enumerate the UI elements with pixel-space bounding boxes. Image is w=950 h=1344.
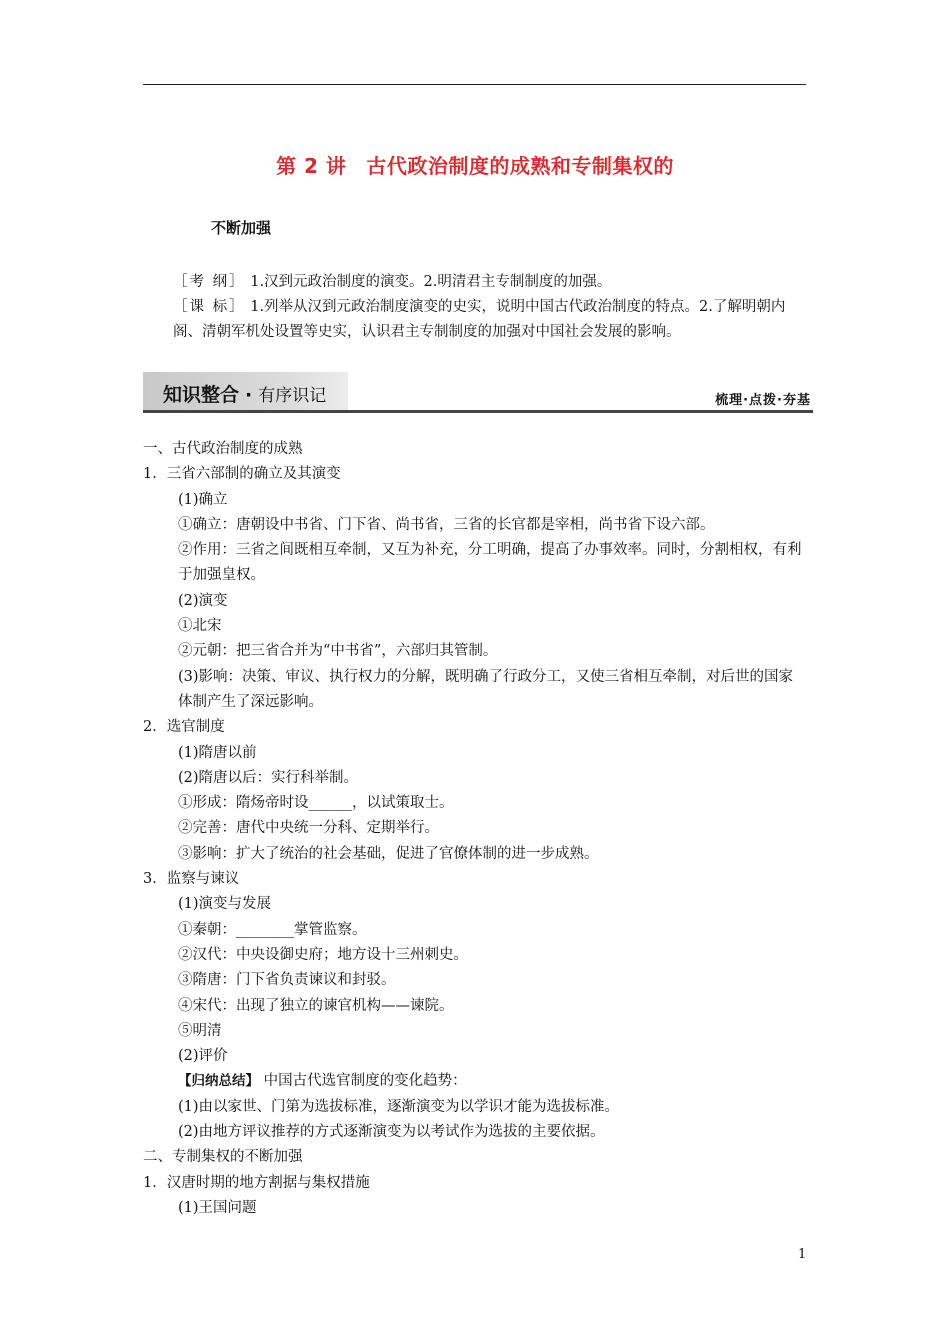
- outline-line: [143, 437, 807, 462]
- outline-line: [143, 766, 807, 791]
- outline-line: [143, 639, 807, 664]
- outline-line-text: ⑤明清: [178, 1022, 222, 1039]
- outline-line: [143, 538, 807, 589]
- outline-body: [143, 437, 807, 1221]
- outline-line-text: (1)演变与发展: [178, 896, 272, 913]
- outline-line: [143, 867, 807, 892]
- kebiao-tag: ［课 标］: [173, 299, 246, 315]
- outline-line-text: 中国古代选官制度的变化趋势：: [259, 1073, 467, 1090]
- outline-line: [143, 842, 807, 867]
- outline-line-text: 一、古代政治制度的成熟: [143, 441, 303, 457]
- section-banner: [143, 372, 813, 416]
- outline-line-text: ②汉代：中央设御史府；地方设十三州刺史。: [178, 946, 468, 963]
- outline-line: [143, 462, 807, 487]
- outline-line: [143, 741, 807, 766]
- outline-line-text: (2)由地方评议推荐的方式逐渐演变为以考试作为选拔的主要依据。: [178, 1124, 605, 1141]
- outline-line-text: ④宋代：出现了独立的谏官机构——谏院。: [178, 997, 454, 1014]
- outline-line-text: (2)评价: [178, 1048, 228, 1065]
- outline-line: [143, 943, 807, 968]
- outline-line: [143, 918, 807, 943]
- outline-line-text: (1)确立: [178, 491, 228, 508]
- banner-right-text: 梳理·点拨·夯基: [715, 393, 811, 408]
- banner-dot: ·: [245, 384, 253, 406]
- outline-line: [143, 816, 807, 841]
- lesson-subtitle: 不断加强: [211, 219, 272, 237]
- banner-main-text: 知识整合: [163, 384, 240, 406]
- outline-line: [143, 1120, 807, 1145]
- outline-line: [143, 1196, 807, 1221]
- outline-line-text: (1)隋唐以前: [178, 744, 257, 761]
- outline-line-text: ②元朝：把三省合并为“中书省”，六部归其管制。: [178, 643, 498, 660]
- lesson-title: [0, 150, 950, 179]
- outline-line: [143, 994, 807, 1019]
- banner-rule: [143, 410, 813, 413]
- outline-line-text: (1)由以家世、门第为选拔标准，逐渐演变为以学识才能为选拔标准。: [178, 1098, 620, 1115]
- kebiao-line: [143, 295, 807, 345]
- outline-line: [143, 665, 807, 716]
- outline-line: [143, 1069, 807, 1094]
- header-rule: [143, 84, 806, 85]
- outline-line-text: ①形成：隋炀帝时设______，以试策取士。: [178, 795, 454, 812]
- outline-line-text: (2)演变: [178, 592, 228, 609]
- outline-line-text: ①确立：唐朝设中书省、门下省、尚书省，三省的长官都是宰相，尚书省下设六部。: [178, 516, 715, 533]
- outline-line-text: (1)王国问题: [178, 1199, 257, 1216]
- intro-section: [143, 270, 807, 345]
- banner-heading: [163, 380, 326, 407]
- outline-line-text: 1．三省六部制的确立及其演变: [143, 466, 341, 483]
- outline-line: [143, 892, 807, 917]
- outline-line: [143, 791, 807, 816]
- outline-line-text: ③影响：扩大了统治的社会基础，促进了官僚体制的进一步成熟。: [178, 845, 599, 862]
- outline-line-text: ③隋唐：门下省负责谏议和封驳。: [178, 972, 396, 989]
- kaogang-line: [143, 270, 807, 295]
- outline-line-text: ②完善：唐代中央统一分科、定期举行。: [178, 820, 439, 837]
- banner-sub-text: 有序识记: [258, 386, 327, 406]
- outline-line: [143, 715, 807, 740]
- outline-line: [143, 1044, 807, 1069]
- outline-line: [143, 1145, 807, 1170]
- outline-line-text: 3．监察与谏议: [143, 871, 240, 888]
- kaogang-text: 1.汉到元政治制度的演变。2.明清君主专制制度的加强。: [250, 274, 612, 290]
- kebiao-text: 1.列举从汉到元政治制度演变的史实，说明中国古代政治制度的特点。2.了解明朝内阁、清朝军机处设置等史实，认识君主专制制度的加强对中国社会发展的影响。: [173, 299, 786, 340]
- outline-line: [143, 1095, 807, 1120]
- outline-line-text: ①秦朝：________掌管监察。: [178, 921, 367, 938]
- outline-line: [143, 614, 807, 639]
- outline-line-text: ②作用：三省之间既相互牵制，又互为补充，分工明确，提高了办事效率。同时，分割相权，有利于加强皇权。: [178, 542, 802, 584]
- summary-label: 【归纳总结】: [178, 1073, 259, 1090]
- outline-line-text: 二、专制集权的不断加强: [143, 1149, 303, 1166]
- outline-line: [143, 968, 807, 993]
- outline-line-text: (2)隋唐以后：实行科举制。: [178, 769, 359, 786]
- outline-line-text: (3)影响：决策、审议、执行权力的分解，既明确了行政分工，又使三省相互牵制，对后世的国家体制产生了深远影响。: [178, 668, 794, 710]
- lesson-number: 第 2 讲: [276, 154, 347, 178]
- outline-line: [143, 589, 807, 614]
- outline-line: [143, 1019, 807, 1044]
- outline-line: [143, 513, 807, 538]
- lesson-title-text: 古代政治制度的成熟和专制集权的: [366, 154, 674, 178]
- outline-line-text: ①北宋: [178, 618, 222, 635]
- page-number: 1: [798, 1247, 807, 1262]
- outline-line: [143, 1171, 807, 1196]
- outline-line-text: 2．选官制度: [143, 719, 225, 736]
- outline-line-text: 1．汉唐时期的地方割据与集权措施: [143, 1174, 370, 1191]
- kaogang-tag: ［考 纲］: [173, 274, 246, 290]
- outline-line: [143, 488, 807, 513]
